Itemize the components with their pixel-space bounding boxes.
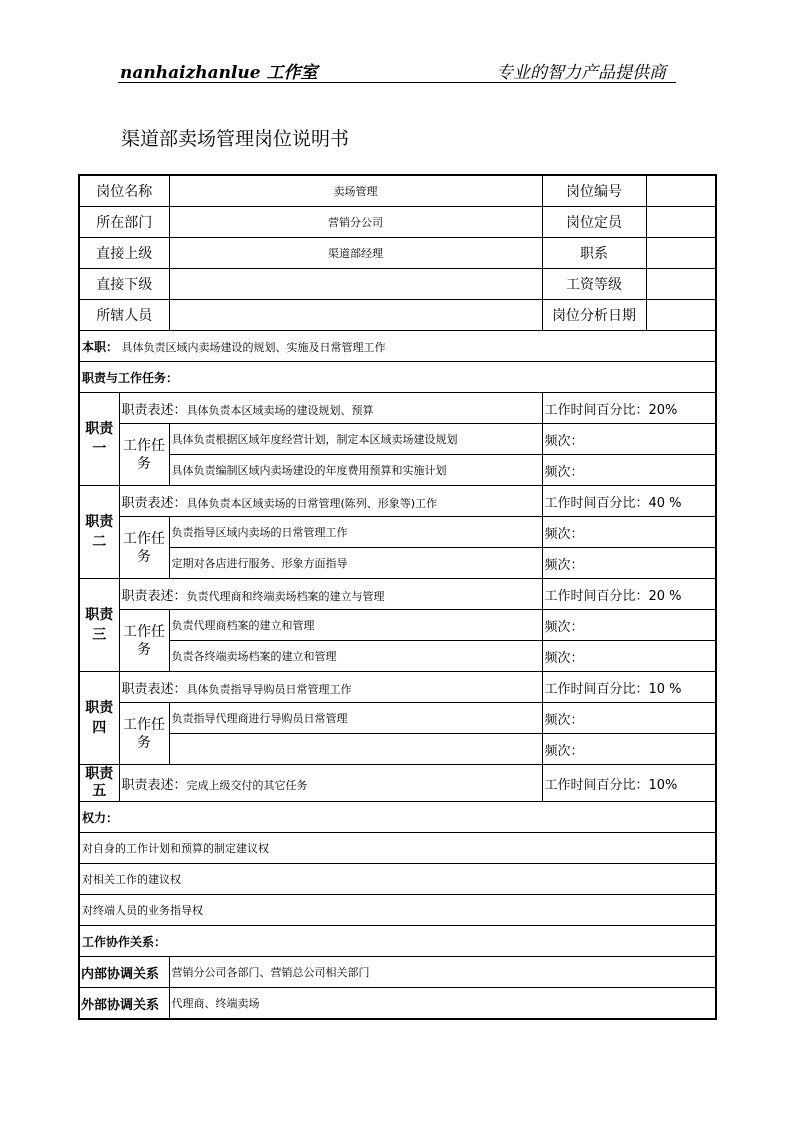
responsibility-name: 职责四 <box>79 672 119 765</box>
task-label: 工作任务 <box>119 424 169 486</box>
frequency-label: 频次： <box>542 703 716 734</box>
frequency-label: 频次： <box>542 641 716 672</box>
basic-value <box>646 300 716 331</box>
responsibility-desc: 具体负责本区域卖场的日常管理(陈列、形象等)工作 <box>186 496 438 510</box>
responsibility-desc-row <box>79 393 716 424</box>
basic-label: 岗位定员 <box>542 207 646 238</box>
section-row <box>79 926 716 957</box>
task-row <box>79 703 716 734</box>
time-percent: 工作时间百分比：10 % <box>542 672 716 703</box>
responsibility-desc-row <box>79 672 716 703</box>
authority-item: 对自身的工作计划和预算的制定建议权 <box>79 833 716 864</box>
basic-row <box>79 269 716 300</box>
relation-value: 营销分公司各部门、营销总公司相关部门 <box>169 957 716 988</box>
task-text: 定期对各店进行服务、形象方面指导 <box>169 548 542 579</box>
desc-label: 职责表述： <box>121 777 187 793</box>
responsibility-desc-row <box>79 765 716 802</box>
frequency-label: 频次： <box>542 610 716 641</box>
header-slogan: 专业的智力产品提供商 <box>496 63 666 83</box>
basic-value <box>646 269 716 300</box>
page-header <box>118 56 676 83</box>
desc-label: 职责表述： <box>121 495 187 511</box>
basic-value <box>169 269 542 300</box>
task-label: 工作任务 <box>119 610 169 672</box>
relation-row <box>79 988 716 1020</box>
relation-row <box>79 957 716 988</box>
responsibilities-heading: 职责与工作任务： <box>79 362 716 393</box>
job-description-table <box>78 174 717 1020</box>
basic-label: 工资等级 <box>542 269 646 300</box>
time-percent: 工作时间百分比：40 % <box>542 486 716 517</box>
duty-label: 本职： <box>82 339 119 354</box>
basic-label: 岗位名称 <box>79 175 169 207</box>
responsibility-name: 职责二 <box>79 486 119 579</box>
authority-heading: 权力： <box>79 802 716 833</box>
basic-label: 所在部门 <box>79 207 169 238</box>
basic-row <box>79 300 716 331</box>
task-row <box>79 517 716 548</box>
time-percent: 工作时间百分比：10% <box>542 765 716 802</box>
task-text: 负责指导区域内卖场的日常管理工作 <box>169 517 542 548</box>
basic-value <box>646 175 716 207</box>
responsibility-name: 职责一 <box>79 393 119 486</box>
basic-label: 岗位分析日期 <box>542 300 646 331</box>
basic-label: 岗位编号 <box>542 175 646 207</box>
header-studio-name: nanhaizhanlue 工作室 <box>120 63 318 83</box>
task-text <box>169 734 542 765</box>
task-text: 负责指导代理商进行导购员日常管理 <box>169 703 542 734</box>
task-text: 具体负责编制区域内卖场建设的年度费用预算和实施计划 <box>169 455 542 486</box>
basic-value <box>646 207 716 238</box>
desc-label: 职责表述： <box>121 681 187 697</box>
task-row <box>79 424 716 455</box>
responsibility-desc: 负责代理商和终端卖场档案的建立与管理 <box>186 589 385 603</box>
authority-item: 对终端人员的业务指导权 <box>79 895 716 926</box>
authority-row <box>79 895 716 926</box>
basic-value: 营销分公司 <box>169 207 542 238</box>
basic-row <box>79 207 716 238</box>
authority-row <box>79 833 716 864</box>
desc-label: 职责表述： <box>121 588 187 604</box>
document-title: 渠道部卖场管理岗位说明书 <box>121 128 350 150</box>
responsibility-desc: 具体负责本区域卖场的建设规划、预算 <box>186 403 374 417</box>
time-percent: 工作时间百分比：20 % <box>542 579 716 610</box>
task-label: 工作任务 <box>119 517 169 579</box>
basic-value <box>646 238 716 269</box>
relation-label: 外部协调关系 <box>79 988 169 1020</box>
basic-value: 卖场管理 <box>169 175 542 207</box>
frequency-label: 频次： <box>542 424 716 455</box>
basic-label: 直接下级 <box>79 269 169 300</box>
duty-row <box>79 331 716 362</box>
time-percent: 工作时间百分比：20% <box>542 393 716 424</box>
responsibility-desc-row <box>79 486 716 517</box>
desc-label: 职责表述： <box>121 402 187 418</box>
frequency-label: 频次： <box>542 734 716 765</box>
authority-item: 对相关工作的建议权 <box>79 864 716 895</box>
task-text: 负责各终端卖场档案的建立和管理 <box>169 641 542 672</box>
responsibility-name: 职责三 <box>79 579 119 672</box>
section-row <box>79 362 716 393</box>
section-row <box>79 802 716 833</box>
basic-row <box>79 238 716 269</box>
task-label: 工作任务 <box>119 703 169 765</box>
frequency-label: 频次： <box>542 517 716 548</box>
basic-value <box>169 300 542 331</box>
basic-label: 所辖人员 <box>79 300 169 331</box>
task-text: 负责代理商档案的建立和管理 <box>169 610 542 641</box>
basic-row <box>79 175 716 207</box>
relation-label: 内部协调关系 <box>79 957 169 988</box>
frequency-label: 频次： <box>542 548 716 579</box>
responsibility-desc-row <box>79 579 716 610</box>
task-text: 具体负责根据区域年度经营计划，制定本区域卖场建设规划 <box>169 424 542 455</box>
authority-row <box>79 864 716 895</box>
responsibility-desc: 具体负责指导导购员日常管理工作 <box>186 682 352 696</box>
responsibility-name: 职责五 <box>79 765 119 802</box>
relation-value: 代理商、终端卖场 <box>169 988 716 1020</box>
duty-text: 具体负责区域内卖场建设的规划、实施及日常管理工作 <box>121 340 386 354</box>
frequency-label: 频次： <box>542 455 716 486</box>
basic-label: 直接上级 <box>79 238 169 269</box>
task-row <box>79 641 716 672</box>
basic-label: 职系 <box>542 238 646 269</box>
task-row <box>79 734 716 765</box>
task-row <box>79 455 716 486</box>
responsibility-desc: 完成上级交付的其它任务 <box>186 778 308 792</box>
basic-value: 渠道部经理 <box>169 238 542 269</box>
relations-heading: 工作协作关系： <box>79 926 716 957</box>
task-row <box>79 548 716 579</box>
task-row <box>79 610 716 641</box>
